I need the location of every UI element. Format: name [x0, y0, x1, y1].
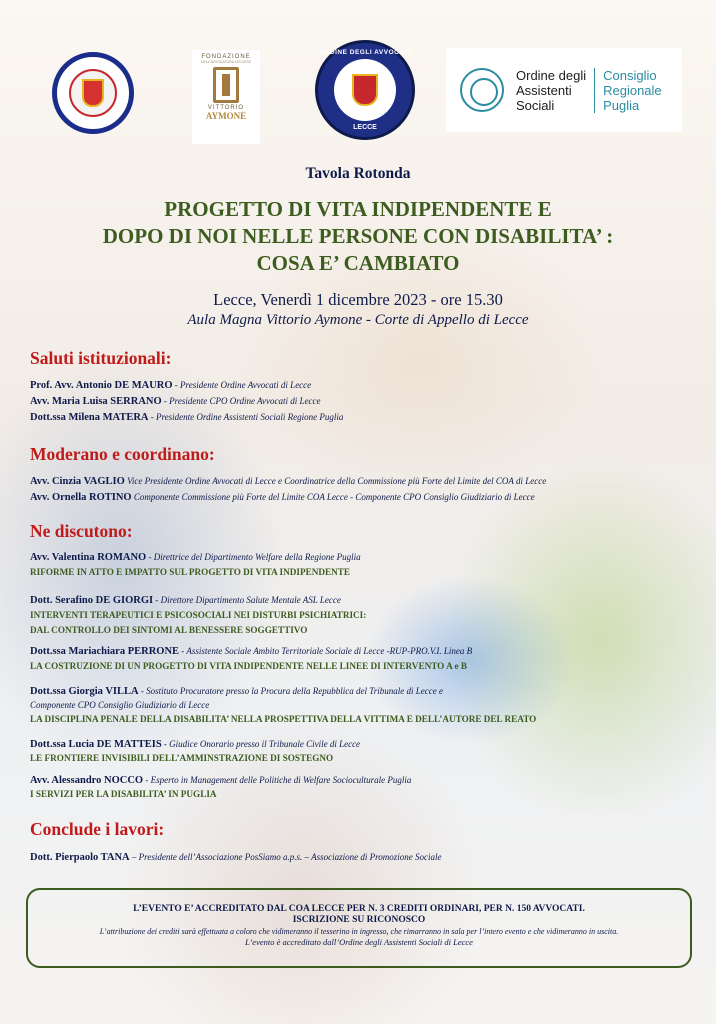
talk-title: DAL CONTROLLO DEI SINTOMI AL BENESSERE SOGGETTIVO	[30, 625, 308, 635]
speaker-name: Dott.ssa Giorgia VILLA	[30, 686, 139, 697]
accreditation-box	[26, 888, 692, 968]
speaker-row	[30, 645, 472, 658]
speaker-name: Avv. Alessandro NOCCO	[30, 775, 144, 786]
speaker-row	[30, 594, 341, 607]
speaker-name: Dott.ssa Mariachiara PERRONE	[30, 646, 180, 657]
talk-title: INTERVENTI TERAPEUTICI E PSICOSOCIALI NEI DISTURBI PSICHIATRICI:	[30, 610, 367, 620]
accreditation-social-workers: L’evento è accreditato dall’Ordine degli Assistenti Sociali di Lecce	[245, 937, 473, 947]
speaker-name: Dott.ssa Lucia DE MATTEIS	[30, 739, 162, 750]
speaker-role: - Presidente Ordine Assistenti Sociali Regione Puglia	[148, 412, 344, 422]
section-heading-conclude: Conclude i lavori:	[30, 819, 165, 839]
speaker-role: Vice Presidente Ordine Avvocati di Lecce e Coordinatrice della Commissione più Forte del Limite del COA di Lecce	[124, 476, 547, 486]
speaker-role: - Giudice Onorario presso il Tribunale Civile di Lecce	[161, 739, 361, 749]
speaker-row	[30, 685, 443, 698]
speaker-name: Avv. Maria Luisa SERRANO	[30, 396, 162, 407]
event-type: Tavola Rotonda	[305, 165, 411, 182]
speaker-role: Componente CPO Consiglio Giudiziario di Lecce	[30, 700, 210, 710]
event-title	[0, 196, 716, 277]
title-line-3: COSA E’ CAMBIATO	[256, 251, 460, 275]
speaker-row	[30, 551, 361, 564]
fondazione-subtitle: DELL'AVVOCATURA LECCESE	[200, 60, 252, 64]
speaker-name: Avv. Cinzia VAGLIO	[30, 476, 125, 487]
section-heading-moderano: Moderano e coordinano:	[30, 444, 215, 464]
speaker-row	[30, 491, 535, 504]
knot-emblem-icon	[460, 68, 504, 112]
accreditation-registration: ISCRIZIONE SU RICONOSCO	[292, 915, 426, 925]
speaker-role: - Presidente CPO Ordine Avvocati di Lecce	[161, 396, 321, 406]
cnoas-name	[516, 68, 595, 113]
ordine-shield-icon	[352, 74, 378, 106]
cpo-emblem-icon	[69, 69, 117, 117]
speaker-name: Dott. Serafino DE GIORGI	[30, 595, 154, 606]
cnoas-line: Assistenti	[516, 82, 572, 98]
ordine-avvocati-logo	[315, 40, 415, 140]
title-line-2: DOPO DI NOI NELLE PERSONE CON DISABILITA’ :	[102, 224, 614, 248]
speaker-row	[30, 851, 442, 864]
speaker-name: Avv. Valentina ROMANO	[30, 552, 147, 563]
cnoas-line: Sociali	[516, 97, 555, 113]
cnoas-line: Puglia	[603, 97, 640, 113]
speaker-row	[30, 774, 411, 787]
talk-title: LE FRONTIERE INVISIBILI DELL’AMMINSTRAZIONE DI SOSTEGNO	[30, 753, 334, 763]
speaker-row	[30, 395, 321, 408]
speaker-row	[30, 379, 311, 392]
cpo-logo	[52, 52, 134, 134]
fondazione-vittorio: VITTORIO	[207, 105, 245, 111]
fondazione-aymone: AYMONE	[205, 111, 247, 121]
cnoas-region	[595, 68, 662, 113]
speaker-name: Dott.ssa Milena MATERA	[30, 412, 149, 423]
event-venue: Aula Magna Vittorio Aymone - Corte di Appello di Lecce	[187, 312, 529, 328]
ordine-logo-bottom-text: LECCE	[353, 124, 377, 131]
speaker-row	[30, 475, 546, 488]
speaker-role: - Esperto in Management delle Politiche di Welfare Socioculturale Puglia	[143, 775, 412, 785]
accreditation-credits: L’EVENTO E’ ACCREDITATO DAL COA LECCE PER N. 3 CREDITI ORDINARI, PER N. 150 AVVOCATI.	[133, 904, 585, 914]
speaker-role: - Direttrice del Dipartimento Welfare della Regione Puglia	[146, 552, 361, 562]
speaker-role: - Assistente Sociale Ambito Territoriale Sociale di Lecce -RUP-PRO.V.I. Linea B	[179, 646, 473, 656]
speaker-role: – Presidente dell’Associazione PosSiamo a.p.s. – Associazione di Promozione Sociale	[129, 852, 442, 862]
cnoas-line: Ordine degli	[516, 67, 587, 83]
event-date: Lecce, Venerdì 1 dicembre 2023 - ore 15.30	[213, 290, 503, 309]
speaker-role: - Sostituto Procuratore presso la Procura della Repubblica del Tribunale di Lecce e	[138, 686, 443, 696]
ordine-logo-top-text: ORDINE DEGLI AVVOCATI	[319, 49, 411, 56]
ordine-emblem-icon	[334, 59, 396, 121]
speaker-role: Componente Commissione più Forte del Limite COA Lecce - Componente CPO Consiglio Giudiziario di Lecce	[131, 492, 535, 502]
speaker-row	[30, 411, 343, 424]
speaker-name: Dott. Pierpaolo TANA	[30, 852, 130, 863]
accreditation-conditions: L’attribuzione dei crediti sarà effettuata a coloro che vidimeranno il tesserino in ingresso, che rimarranno in sala per l’intero evento e che vidimeranno in uscita.	[99, 927, 619, 936]
speaker-role: - Direttore Dipartimento Salute Mentale ASL Lecce	[153, 595, 341, 605]
talk-title: LA DISCIPLINA PENALE DELLA DISABILITA’ NELLA PROSPETTIVA DELLA VITTIMA E DELL’AUTORE DEL REATO	[30, 714, 537, 724]
talk-title: LA COSTRUZIONE DI UN PROGETTO DI VITA INDIPENDENTE NELLE LINEE DI INTERVENTO A e B	[30, 661, 468, 671]
talk-title: I SERVIZI PER LA DISABILITA’ IN PUGLIA	[30, 789, 217, 799]
speaker-row	[30, 738, 360, 751]
section-heading-discutono: Ne discutono:	[30, 521, 133, 541]
title-line-1: PROGETTO DI VITA INDIPENDENTE E	[164, 197, 552, 221]
talk-title: RIFORME IN ATTO E IMPATTO SUL PROGETTO DI VITA INDIPENDENTE	[30, 567, 351, 577]
cnoas-line: Regionale	[603, 82, 662, 98]
fondazione-label: FONDAZIONE	[201, 54, 251, 60]
scales-monogram-icon	[213, 67, 239, 103]
fondazione-aymone-logo	[192, 50, 260, 144]
cnoas-line: Consiglio	[603, 67, 657, 83]
assistenti-sociali-logo	[446, 48, 682, 132]
speaker-name: Prof. Avv. Antonio DE MAURO	[30, 380, 173, 391]
speaker-role-continuation	[30, 699, 209, 712]
cpo-shield-icon	[82, 79, 104, 107]
speaker-role: - Presidente Ordine Avvocati di Lecce	[172, 380, 312, 390]
speaker-name: Avv. Ornella ROTINO	[30, 492, 132, 503]
section-heading-saluti: Saluti istituzionali:	[30, 348, 172, 368]
